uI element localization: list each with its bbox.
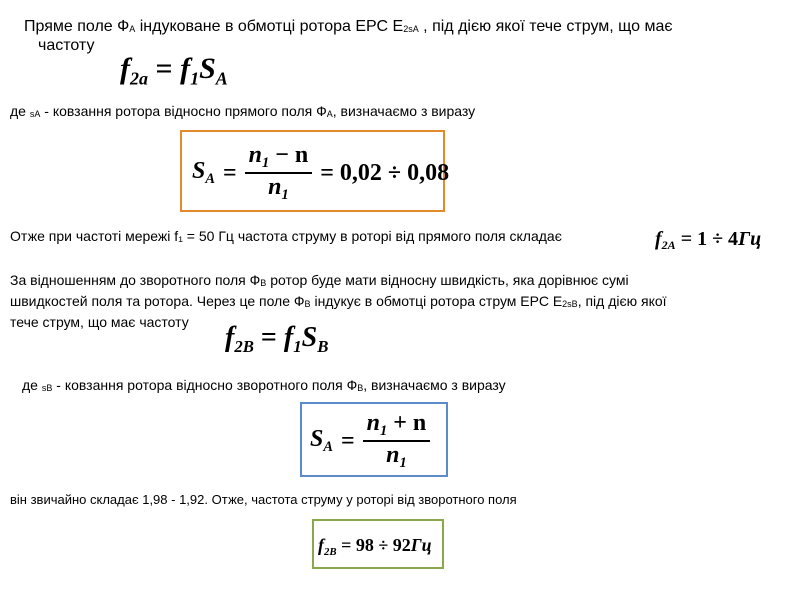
paragraph-slip-direct — [10, 102, 475, 124]
formula-subscript: 2B — [324, 545, 337, 558]
text-segment: , визначаємо з виразу — [332, 103, 476, 119]
text-segment: , визначаємо з виразу — [363, 377, 506, 393]
paragraph-direct-field — [24, 17, 673, 39]
text-segment: Пряме поле Ф — [24, 18, 130, 35]
formula-f2B — [225, 322, 328, 357]
formula-symbol: f — [318, 535, 324, 555]
paragraph-reverse-field-line3: тече струм, що має частоту — [10, 314, 189, 330]
formula-symbol: f — [225, 322, 235, 353]
formula-equals: = — [222, 159, 237, 186]
subscript: 2sB — [562, 299, 578, 309]
formula-slip-reverse — [310, 410, 430, 472]
subscript: sB — [41, 383, 53, 393]
formula-f2a — [120, 52, 228, 89]
text-segment: ротор буде мати відносну швидкість, яка дорівнює сумі — [266, 272, 629, 288]
text-segment: - ковзання ротора відносно зворотного поля Ф — [52, 377, 358, 393]
formula-symbol: f — [120, 52, 130, 85]
formula-unit: Гц — [738, 228, 762, 250]
formula-subscript: 1 — [293, 336, 302, 356]
text-segment: , під дією якої тече струм, що має — [418, 18, 673, 35]
formula-slip-reverse-box — [300, 402, 448, 477]
subscript: A — [129, 24, 136, 34]
formula-unit: Гц — [410, 535, 432, 555]
text-segment: індукує в обмотці ротора струм ЕРС Е — [310, 293, 563, 309]
subscript: B — [304, 299, 311, 309]
paragraph-direct-field-line2: частоту — [38, 37, 95, 54]
formula-slip-direct — [192, 142, 449, 204]
text-segment: - ковзання ротора відносно прямого поля Ф — [40, 103, 327, 119]
paragraph-frequency-reverse: він звичайно складає 1,98 - 1,92. Отже, частота струму у роторі від зворотного поля — [10, 492, 517, 507]
fraction-denominator: $n_1$ — [363, 440, 431, 472]
fraction-numerator: $n_1 - n$ — [248, 142, 309, 172]
paragraph-reverse-field-line1 — [10, 271, 629, 293]
fraction-numerator: $n_1 + n$ — [366, 410, 427, 440]
formula-f2B-value — [318, 535, 432, 558]
formula-value: = 98 ÷ 92 — [341, 535, 411, 555]
formula-subscript: A — [205, 171, 215, 188]
text-segment: , під дією якої — [577, 293, 667, 309]
formula-fraction — [245, 142, 313, 204]
formula-subscript: B — [317, 336, 329, 356]
formula-f2A-value — [655, 228, 761, 253]
text-segment: За відношенням до зворотного поля Ф — [10, 272, 261, 288]
subscript: B — [260, 278, 267, 288]
formula-f2B-value-box — [312, 519, 444, 569]
paragraph-slip-reverse — [22, 376, 506, 398]
formula-result: = 0,02 ÷ 0,08 — [320, 159, 450, 186]
paragraph-reverse-field-line2 — [10, 292, 667, 314]
text-segment: де — [10, 103, 30, 119]
formula-slip-direct-box — [180, 130, 450, 212]
formula-symbol: S — [301, 322, 318, 353]
formula-subscript: 2a — [130, 68, 148, 89]
formula-subscript: 2B — [234, 336, 254, 356]
fraction-denominator: $n_1$ — [245, 172, 313, 204]
formula-subscript: 2A — [661, 238, 676, 253]
subscript: B — [357, 383, 364, 393]
formula-symbol: f — [655, 228, 662, 250]
subscript: A — [326, 109, 333, 119]
formula-equals: = — [260, 322, 277, 353]
formula-subscript: 1 — [190, 68, 200, 89]
formula-subscript: A — [215, 68, 228, 89]
formula-symbol: f — [180, 52, 191, 85]
formula-symbol: S — [192, 158, 206, 185]
subscript: 2sA — [403, 24, 419, 34]
paragraph-frequency-direct: Отже при частоті мережі f₁ = 50 Гц частота струму в роторі від прямого поля складає — [10, 228, 562, 244]
formula-equals: = — [340, 427, 355, 454]
formula-value: = 1 ÷ 4 — [680, 228, 739, 250]
formula-equals: = — [155, 52, 173, 85]
formula-fraction — [363, 410, 431, 472]
formula-symbol: S — [199, 52, 216, 85]
subscript: sA — [29, 109, 41, 119]
formula-subscript: A — [323, 439, 333, 456]
text-segment: швидкостей поля та ротора. Через це поле Ф — [10, 293, 305, 309]
text-segment: індуковане в обмотці ротора ЕРС Е — [135, 18, 404, 35]
formula-symbol: f — [283, 322, 294, 353]
text-segment: де — [22, 377, 42, 393]
formula-symbol: S — [310, 426, 324, 453]
